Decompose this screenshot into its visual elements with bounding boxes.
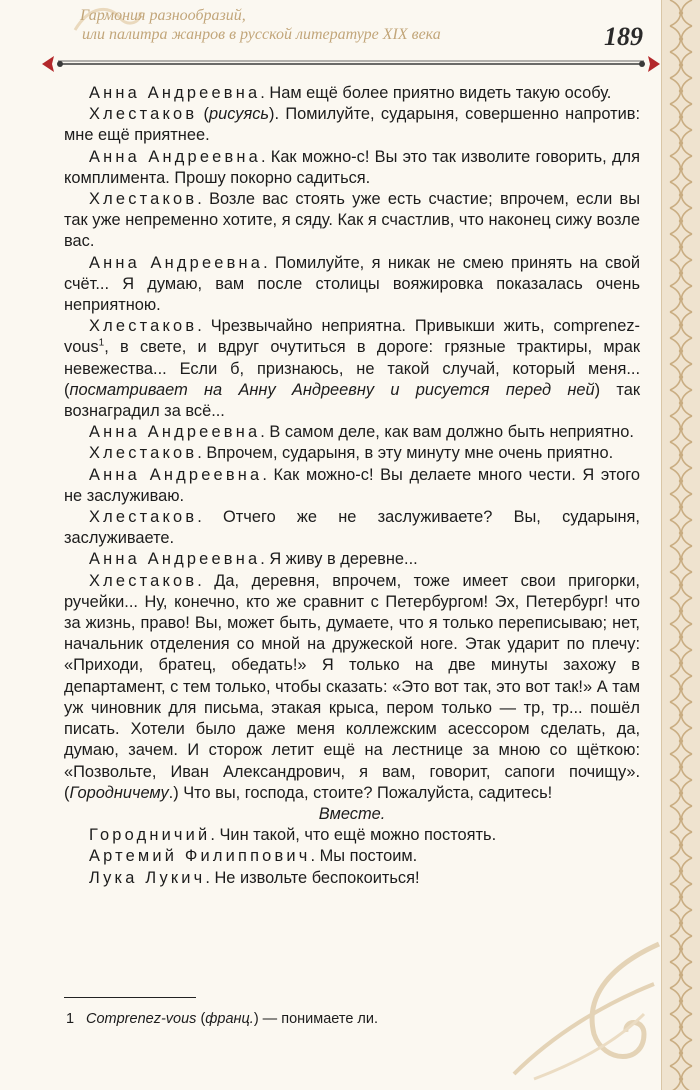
footnote-term: Comprenez-vous (86, 1011, 197, 1027)
footnote-lang: франц. (205, 1011, 254, 1027)
speaker-name: Анна Андреевна (89, 550, 261, 569)
dialogue-line: Анна Андреевна. Как можно-с! Вы это так изволите говорить, для комплимента. Прошу покорно садиться. (64, 147, 640, 187)
dialogue-line: Анна Андреевна. В самом деле, как вам должно быть неприятно. (89, 423, 634, 442)
corner-flourish-ornament (494, 924, 664, 1084)
speaker-name: Хлестаков (89, 571, 198, 590)
dialogue-line: Лука Лукич. Не извольте беспокоиться! (89, 868, 420, 887)
dialogue-line: Хлестаков (рисуясь). Помилуйте, сударыня, совершенно напротив: мне ещё приятнее. (64, 105, 640, 145)
footnote-marker: 1 (98, 337, 105, 349)
speaker-name: Хлестаков (89, 105, 198, 124)
speaker-name: Анна Андреевна (89, 253, 264, 272)
stage-direction: Вместе. (318, 804, 386, 823)
speaker-name: Анна Андреевна (89, 465, 263, 484)
stage-remark: рисуясь (209, 105, 270, 124)
speaker-name: Городничий (89, 826, 211, 845)
dialogue-line: Анна Андреевна. Нам ещё более приятно видеть такую особу. (89, 84, 612, 102)
speaker-name: Хлестаков (89, 444, 198, 463)
ornamental-side-border (661, 0, 700, 1090)
play-text (64, 83, 640, 889)
speaker-name: Анна Андреевна (89, 147, 261, 166)
dialogue-line: Хлестаков. Отчего же не заслуживаете? Вы, сударыня, заслуживаете. (64, 508, 640, 548)
right-tulip-icon (648, 56, 660, 72)
speaker-name: Хлестаков (89, 190, 198, 209)
speaker-name: Анна Андреевна (89, 423, 261, 442)
footnote-number: 1 (66, 1011, 75, 1027)
dialogue-line: Анна Андреевна. Как можно-с! Вы делаете много чести. Я этого не заслуживаю. (64, 465, 640, 505)
footnote-divider (64, 997, 196, 998)
dialogue-line: Хлестаков. Да, деревня, впрочем, тоже имеет свои пригорки, ручейки... Ну, конечно, кто же сравнит с Петербургом! Эх, Петербург! что за жизнь, право! Вы, может быть, думаете, что я только переписываю; нет, начальник отделения со мной на дружеской ноге. Этак ударит по плечу: «Приходи, братец, обедать!» Я только на две минуты захожу в департамент, с тем только, чтобы сказать: «Это вот так, это вот так!» А там уж чиновник для письма, этакая крыса, пером только — тр, тр... пошёл писать. Хотели было даже меня коллежским асессором сделать, да, думаю, зачем. И сторож летит ещё на лестнице за мною со щёткою: «Позвольте, Иван Александрович, я вам, говорит, сапоги почищу». (Городничему.) Что вы, господа, стоите? Пожалуйста, садитесь! (64, 571, 640, 802)
page-number: 189 (604, 22, 643, 51)
dialogue-line: Артемий Филиппович. Мы постоим. (89, 847, 418, 866)
page-header (0, 0, 662, 82)
left-tulip-icon (42, 56, 54, 72)
footnote: 1 Comprenez-vous (франц.) — понимаете ли. (66, 1011, 379, 1027)
speaker-name: Хлестаков (89, 317, 198, 336)
speaker-name: Анна Андреевна (89, 84, 261, 102)
dialogue-line: Городничий. Чин такой, что ещё можно постоять. (89, 826, 497, 845)
speaker-name: Хлестаков (89, 508, 198, 527)
speaker-name: Лука Лукич (89, 868, 206, 887)
speaker-name: Артемий Филиппович (89, 847, 311, 866)
header-title-line1: Гармония разнообразий, (80, 7, 246, 24)
dialogue-line: Анна Андреевна. Помилуйте, я никак не смею принять на свой счёт... Я думаю, вам после столицы вояжировка показалась очень неприятною. (64, 253, 640, 315)
dialogue-line: Анна Андреевна. Я живу в деревне... (89, 550, 418, 569)
header-title (80, 6, 520, 44)
header-title-line2: или палитра жанров в русской литературе XIX века (82, 26, 441, 43)
header-divider (40, 52, 662, 76)
dialogue-line: Хлестаков. Чрезвычайно неприятна. Привыкши жить, comprenez-vous$^1$, в свете, и вдруг очутиться в дороге: грязные трактиры, мрак невежества... Если б, признаюсь, не такой случай, который меня... (посматривает на Анну Андреевну и рисуется перед ней) так вознаградил за всё... (64, 317, 640, 421)
dialogue-line: Хлестаков. Возле вас стоять уже есть счастие; впрочем, если вы так уже непременно хотите, я сяду. Как я счастлив, что наконец сижу возле вас. (64, 190, 640, 251)
stage-remark: посматривает на Анну Андреевну и рисуется перед ней (69, 380, 595, 399)
dialogue-line: Хлестаков. Впрочем, сударыня, в эту минуту мне очень приятно. (89, 444, 614, 463)
stage-remark: Городничему (69, 783, 169, 802)
